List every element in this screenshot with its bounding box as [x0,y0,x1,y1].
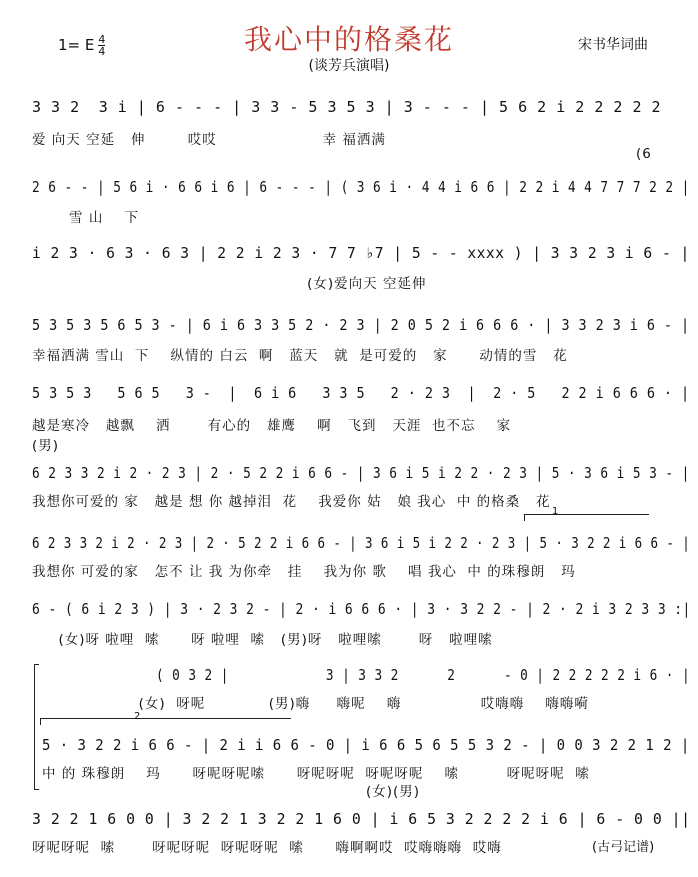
time-signature [98,34,105,57]
lyrics-line: 雪 山 下 [32,210,139,226]
notation-line: 5 · 3 2 2 i 6 6 - | 2 i i 6 6 - 0 | i 6 6 5 6 5 5 3 2 - | 0 0 3 2 2 1 2 | [42,736,690,754]
lyrics-line: (女) 呀呢 (男)嗨 嗨呢 嗨 哎嗨嗨 嗨嗨嗬 [128,696,589,712]
notation-line: 6 2 3 3 2 i 2 · 2 3 | 2 · 5 2 2 i 6 6 - | 3 6 i 5 i 2 2 · 2 3 | 5 · 3 6 i 5 3 - | [32,464,690,482]
aside-note: (6 [636,146,652,162]
lyrics-line: 中 的 珠穆朗 玛 呀呢呀呢嗦 呀呢呀呢 呀呢呀呢 嗦 呀呢呀呢 嗦 [42,766,590,782]
key-label: 1= E [58,36,95,54]
time-denominator: 4 [98,45,106,58]
lyrics-line: (女)呀 啦哩 嗦 呀 啦哩 嗦 (男)呀 啦哩嗦 呀 啦哩嗦 [32,632,493,648]
aside-note: (男) [32,438,60,454]
author-credit: 宋书华词曲 [578,37,648,53]
transcriber-credit: (古弓记谱) [592,840,655,855]
notation-line: ( 0 3 2 | 3 | 3 3 2 2 - 0 | 2 2 2 2 2 i 6 · | [156,666,691,684]
lyrics-line: 我想你 可爱的家 怎不 让 我 为你牵 挂 我为你 歌 唱 我心 中 的珠穆朗 玛 [32,564,576,580]
notation-line: 3 2 2 1 6 0 0 | 3 2 2 1 3 2 2 1 6 0 | i 6 5 3 2 2 2 2 i 6 | 6 - 0 0 || [32,810,691,828]
volta-bracket [524,514,649,521]
notation-line: 3 3 2 3 i | 6 - - - | 3 3 - 5 3 5 3 | 3 - - - | 5 6 2 i 2 2 2 2 2 [32,98,662,116]
lyrics-line: 呀呢呀呢 嗦 呀呢呀呢 呀呢呀呢 嗦 嗨啊啊哎 哎嗨嗨嗨 哎嗨 [32,840,502,856]
volta-label: 1 [552,506,559,517]
key-signature [58,34,105,57]
lyrics-line: 越是寒冷 越飘 洒 有心的 雄鹰 啊 飞到 天涯 也不忘 家 [32,418,512,434]
lyrics-line: (女)爱向天 空延伸 [32,276,427,292]
notation-line: 5 3 5 3 5 6 5 3 - | 6 i 6 3 3 5 2 · 2 3 | 2 · 5 2 2 i 6 6 6 · | [32,384,690,402]
lyrics-line: 爱 向天 空延 伸 哎哎 幸 福洒满 [32,132,386,148]
notation-line: 5 3 5 3 5 6 5 3 - | 6 i 6 3 3 5 2 · 2 3 | 2 0 5 2 i 6 6 6 · | 3 3 2 3 i 6 - | [32,316,690,334]
notation-line: 6 - ( 6 i 2 3 ) | 3 · 2 3 2 - | 2 · i 6 6 6 · | 3 · 3 2 2 - | 2 · 2 i 3 2 3 3 :| [32,600,691,618]
notation-line: i 2 3 · 6 3 · 6 3 | 2 2 i 2 3 · 7 7 ♭7 | 5 - - xxxx ) | 3 3 2 3 i 6 - | [32,244,690,262]
notation-line: 2 6 - - | 5 6 i · 6 6 i 6 | 6 - - - | ( 3 6 i · 4 4 i 6 6 | 2 2 i 4 4 7 7 7 2 2 | [32,178,690,196]
song-title: 我心中的格桑花 [243,23,454,56]
lyrics-line: 我想你可爱的 家 越是 想 你 越掉泪 花 我爱你 姑 娘 我心 中 的格桑 花 [32,494,551,510]
notation-line: 6 2 3 3 2 i 2 · 2 3 | 2 · 5 2 2 i 6 6 - | 3 6 i 5 i 2 2 · 2 3 | 5 · 3 2 2 i 6 6 - | [32,534,691,552]
time-numerator: 4 [98,33,106,46]
aside-note: (女)(男) [366,784,421,800]
lyrics-line: 幸福洒满 雪山 下 纵情的 白云 啊 蓝天 就 是可爱的 家 动情的雪 花 [32,348,568,364]
singer-subtitle: (谈芳兵演唱) [308,58,390,74]
volta-label: 2 [134,711,141,722]
system-brace [34,664,39,790]
volta-bracket [40,718,291,725]
